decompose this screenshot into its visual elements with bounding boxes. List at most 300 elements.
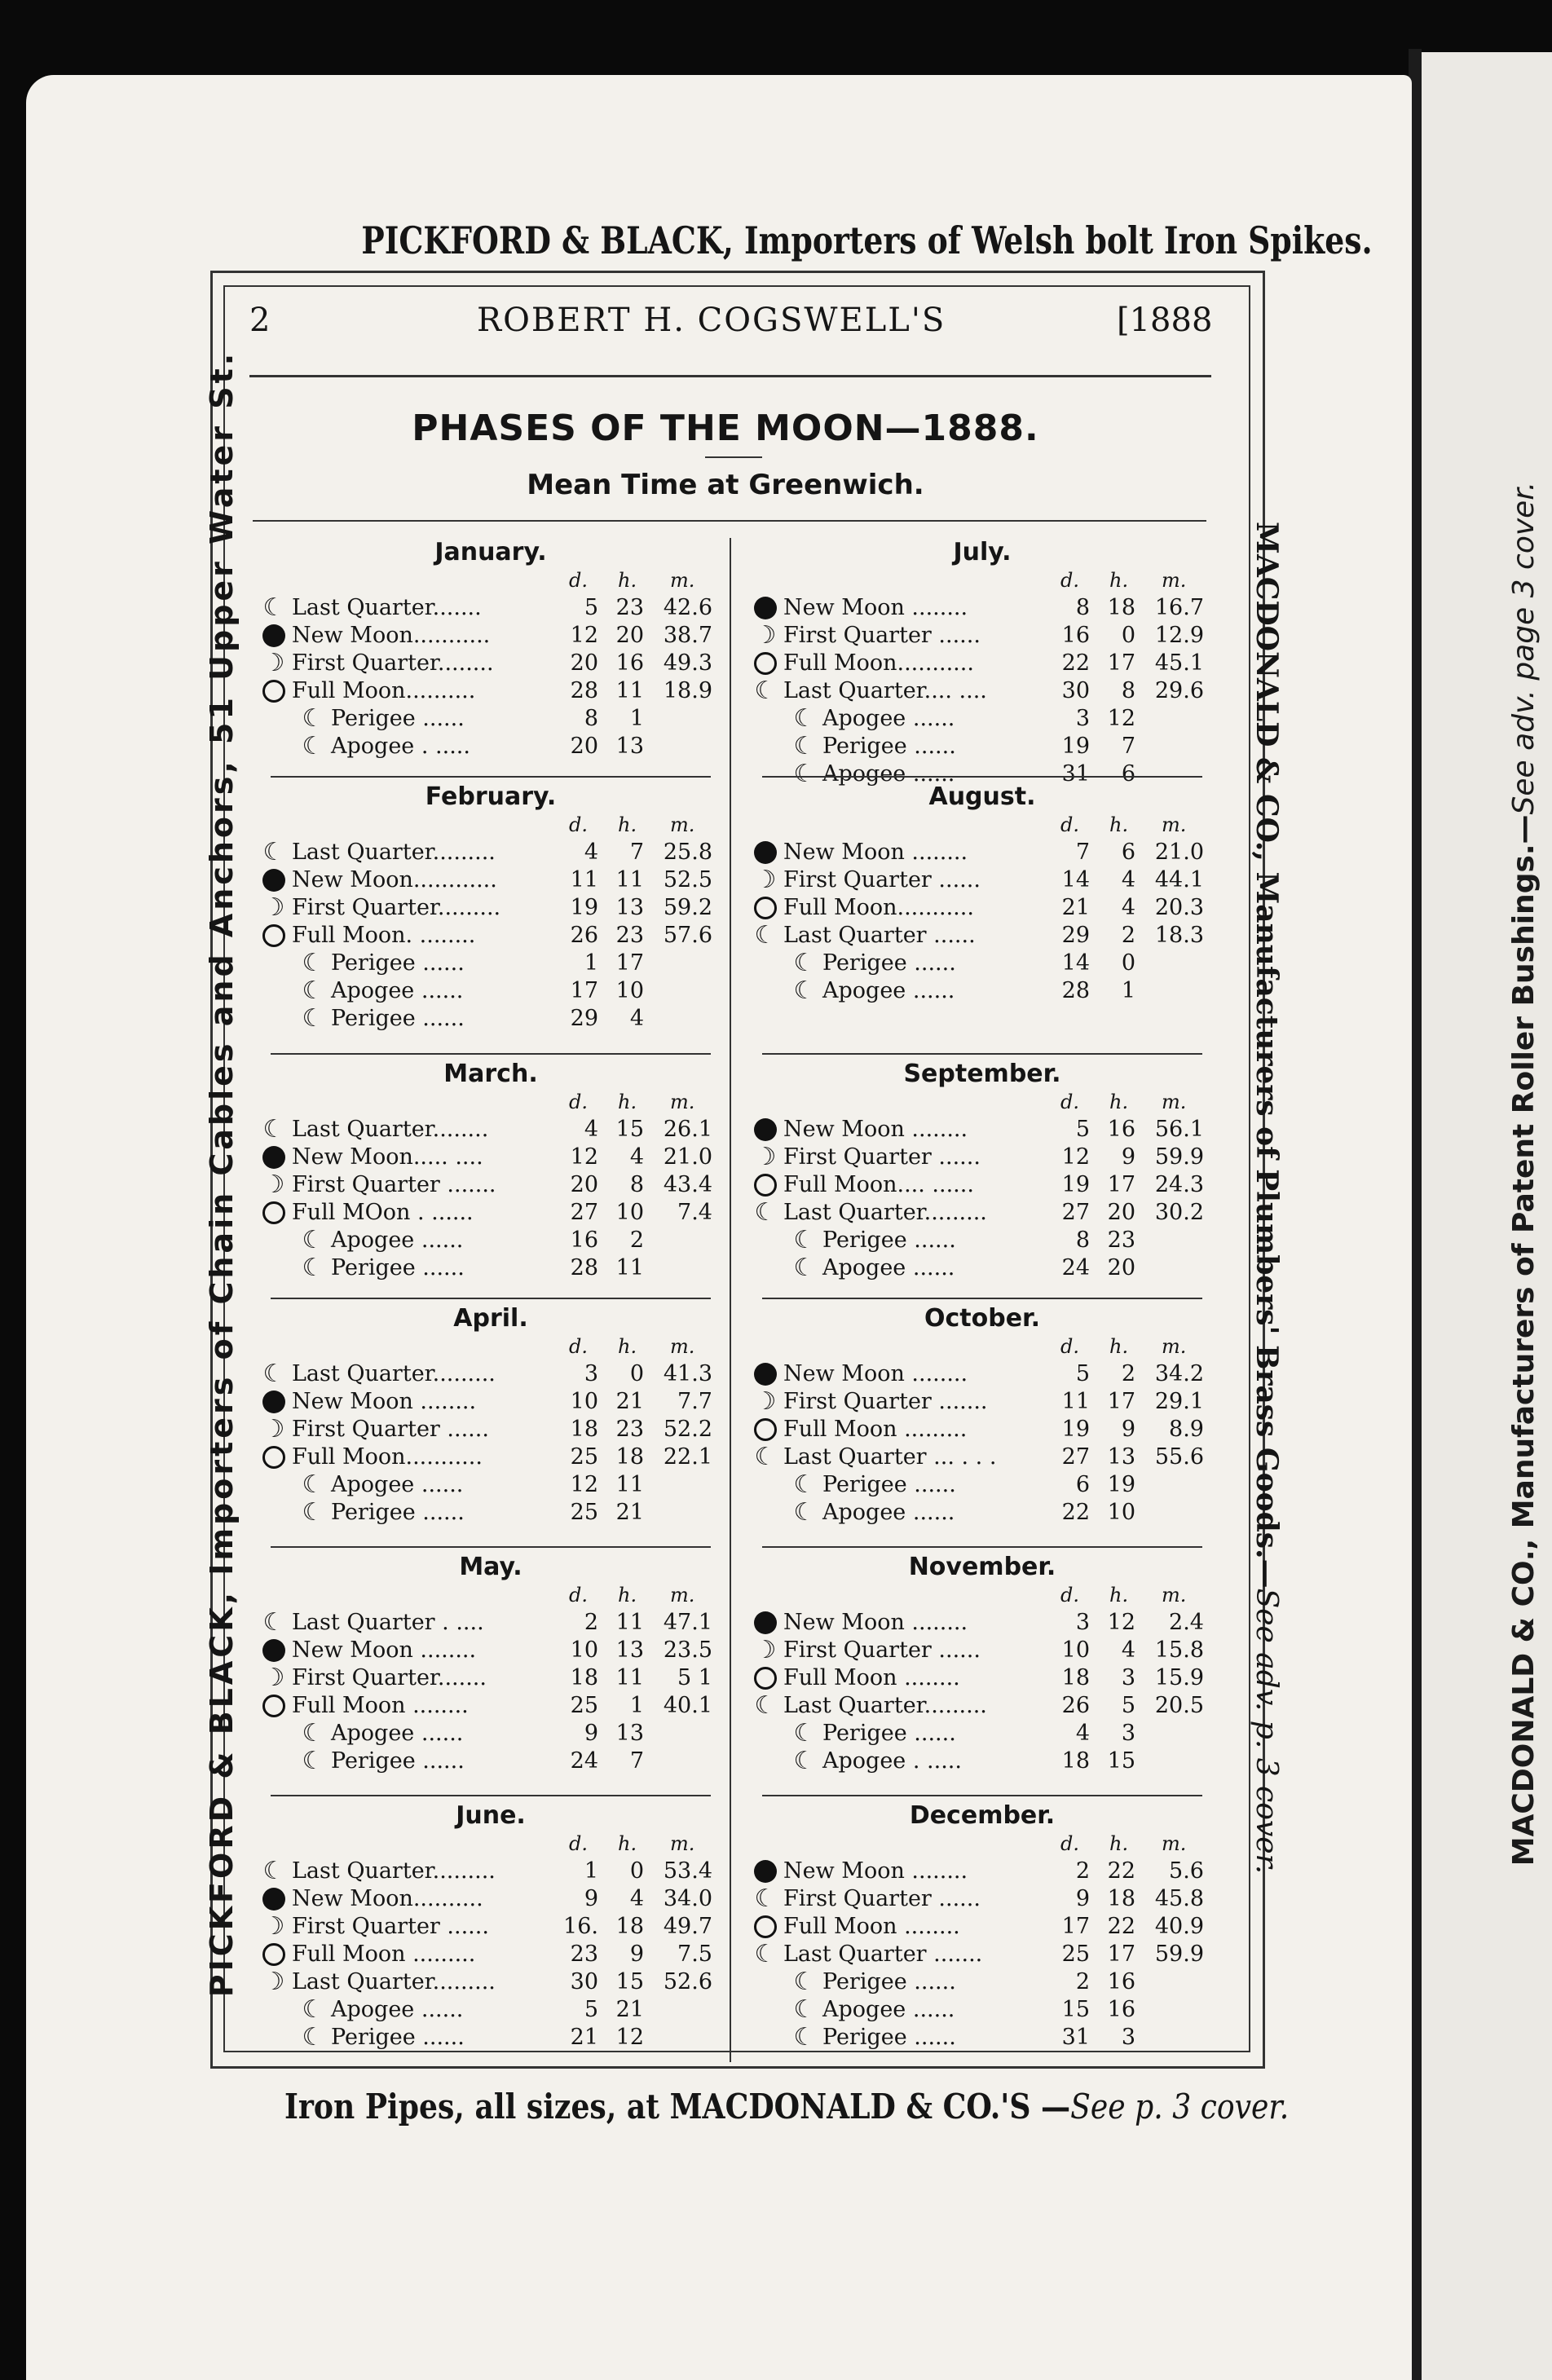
month-divider xyxy=(271,1298,711,1299)
moon-event-row xyxy=(262,1858,719,1886)
unit-label-d: d. xyxy=(1060,569,1079,592)
event-h-value: 5 xyxy=(1121,1693,1135,1718)
event-d-value: 19 xyxy=(1061,1172,1090,1197)
event-m-value: 15.8 xyxy=(1154,1637,1204,1663)
unit-label-m: m. xyxy=(670,1091,695,1113)
event-m-value: 2.4 xyxy=(1169,1610,1204,1635)
full-moon-icon xyxy=(754,1174,777,1197)
event-label: Apogee . ..... xyxy=(331,734,470,759)
event-label: New Moon ........ xyxy=(292,1389,477,1414)
event-d-value: 20 xyxy=(570,650,598,676)
event-label: Apogee ...... xyxy=(822,1500,955,1525)
moon-event-row xyxy=(754,1255,1210,1283)
event-label: New Moon............ xyxy=(292,867,497,892)
event-m-value: 34.0 xyxy=(663,1886,712,1911)
unit-label-m: m. xyxy=(1162,1091,1187,1113)
event-h-value: 21 xyxy=(615,1389,644,1414)
event-d-value: 9 xyxy=(584,1721,598,1746)
event-d-value: 3 xyxy=(584,1361,598,1386)
new-moon-icon xyxy=(262,624,285,647)
unit-label-d: d. xyxy=(569,1584,588,1606)
event-h-value: 4 xyxy=(629,1144,644,1170)
event-d-value: 17 xyxy=(570,978,598,1003)
event-h-value: 4 xyxy=(629,1886,644,1911)
moon-event-row xyxy=(262,1117,719,1144)
event-label: Perigee ...... xyxy=(331,2025,465,2050)
last-quarter-icon: ☾ xyxy=(302,1470,324,1499)
moon-event-row xyxy=(754,1748,1210,1776)
event-d-value: 10 xyxy=(570,1637,598,1663)
event-h-value: 4 xyxy=(1121,895,1135,920)
event-label: New Moon ........ xyxy=(783,1858,968,1884)
event-label: New Moon........... xyxy=(292,623,491,648)
event-h-value: 11 xyxy=(615,1472,644,1497)
event-label: Last Quarter........ xyxy=(292,1117,489,1142)
event-d-value: 8 xyxy=(1075,1227,1090,1253)
last-quarter-icon: ☾ xyxy=(262,1857,285,1885)
event-label: Perigee ...... xyxy=(331,950,465,976)
last-quarter-icon: ☾ xyxy=(754,677,777,705)
page-number: 2 xyxy=(249,302,271,339)
event-m-value: 5 1 xyxy=(677,1665,712,1690)
moon-event-row xyxy=(262,1006,719,1034)
event-h-value: 7 xyxy=(629,1748,644,1774)
unit-label-h: h. xyxy=(618,569,637,592)
moon-event-row xyxy=(754,1914,1210,1941)
event-label: Apogee . ..... xyxy=(822,1748,962,1774)
moon-event-row xyxy=(262,923,719,950)
page-title: PHASES OF THE MOON—1888. xyxy=(412,408,1039,449)
last-quarter-icon: ☾ xyxy=(262,1115,285,1144)
event-m-value: 12.9 xyxy=(1154,623,1204,648)
unit-label-d: d. xyxy=(569,1832,588,1855)
event-d-value: 16 xyxy=(1061,623,1090,648)
event-label: Last Quarter......... xyxy=(292,1858,496,1884)
moon-event-row xyxy=(754,1610,1210,1637)
event-h-value: 7 xyxy=(629,840,644,865)
event-h-value: 3 xyxy=(1121,1721,1135,1746)
full-moon-icon xyxy=(262,1446,285,1469)
header-rule xyxy=(249,375,1211,377)
unit-label-h: h. xyxy=(618,813,637,836)
column-divider xyxy=(730,538,731,2062)
event-label: Apogee ...... xyxy=(822,706,955,731)
event-d-value: 1 xyxy=(584,1858,598,1884)
event-d-value: 27 xyxy=(1061,1444,1090,1470)
last-quarter-icon: ☾ xyxy=(302,1747,324,1775)
last-quarter-icon: ☾ xyxy=(302,1498,324,1527)
unit-label-d: d. xyxy=(569,1335,588,1358)
event-m-value: 57.6 xyxy=(663,923,712,948)
moon-event-row xyxy=(262,1417,719,1444)
event-h-value: 18 xyxy=(615,1914,644,1939)
subtitle-rule xyxy=(253,520,1206,522)
moon-event-row xyxy=(754,734,1210,761)
moon-event-row xyxy=(262,1255,719,1283)
event-m-value: 52.5 xyxy=(663,867,712,892)
unit-label-h: h. xyxy=(1109,569,1129,592)
event-h-value: 18 xyxy=(1107,1886,1135,1911)
full-moon-icon xyxy=(262,1943,285,1966)
last-quarter-icon: ☾ xyxy=(302,976,324,1005)
event-h-value: 6 xyxy=(1121,840,1135,865)
event-h-value: 17 xyxy=(1107,1172,1135,1197)
event-m-value: 20.3 xyxy=(1154,895,1204,920)
event-d-value: 18 xyxy=(1061,1748,1090,1774)
event-h-value: 4 xyxy=(629,1006,644,1031)
running-title: ROBERT H. COGSWELL'S xyxy=(477,302,946,339)
event-label: New Moon ........ xyxy=(783,840,968,865)
moon-event-row xyxy=(262,840,719,867)
unit-label-h: h. xyxy=(618,1091,637,1113)
last-quarter-icon: ☾ xyxy=(262,1360,285,1388)
unit-label-m: m. xyxy=(1162,1832,1187,1855)
event-label: Perigee ...... xyxy=(822,734,956,759)
event-m-value: 7.5 xyxy=(677,1941,712,1967)
moon-event-row xyxy=(262,1748,719,1776)
event-label: Full Moon........... xyxy=(783,650,974,676)
moon-event-row xyxy=(262,1444,719,1472)
first-quarter-icon: ☽ xyxy=(262,1664,285,1692)
event-d-value: 22 xyxy=(1061,1500,1090,1525)
moon-event-row xyxy=(754,623,1210,650)
event-h-value: 3 xyxy=(1121,1665,1135,1690)
event-h-value: 10 xyxy=(615,1200,644,1225)
moon-event-row xyxy=(262,623,719,650)
event-h-value: 21 xyxy=(615,1997,644,2022)
last-quarter-icon: ☾ xyxy=(793,1470,816,1499)
event-label: New Moon..... .... xyxy=(292,1144,483,1170)
unit-label-m: m. xyxy=(1162,1335,1187,1358)
moon-event-row xyxy=(262,1500,719,1527)
last-quarter-icon: ☾ xyxy=(302,1995,324,2024)
moon-event-row xyxy=(754,1858,1210,1886)
event-m-value: 56.1 xyxy=(1154,1117,1204,1142)
moon-event-row xyxy=(262,950,719,978)
month-name: January. xyxy=(434,538,547,566)
last-quarter-icon: ☾ xyxy=(793,1968,816,1996)
event-d-value: 6 xyxy=(1075,1472,1090,1497)
moon-event-row xyxy=(262,1472,719,1500)
first-quarter-icon: ☽ xyxy=(754,1636,777,1664)
event-d-value: 8 xyxy=(584,706,598,731)
right-side-advertisement xyxy=(1242,522,1291,1875)
event-m-value: 45.1 xyxy=(1154,650,1204,676)
full-moon-icon xyxy=(262,1201,285,1224)
month-divider xyxy=(271,1053,711,1055)
last-quarter-icon: ☾ xyxy=(754,1884,777,1913)
event-m-value: 47.1 xyxy=(663,1610,712,1635)
last-quarter-icon: ☾ xyxy=(302,1226,324,1254)
event-h-value: 20 xyxy=(615,623,644,648)
event-h-value: 8 xyxy=(629,1172,644,1197)
month-divider xyxy=(762,1795,1202,1796)
month-divider xyxy=(271,1546,711,1548)
moon-event-row xyxy=(262,1227,719,1255)
moon-event-row xyxy=(754,1172,1210,1200)
event-label: Last Quarter ... . . . xyxy=(783,1444,997,1470)
last-quarter-icon: ☾ xyxy=(754,1443,777,1471)
event-h-value: 13 xyxy=(615,895,644,920)
event-m-value: 29.6 xyxy=(1154,678,1204,703)
moon-event-row xyxy=(754,650,1210,678)
moon-event-row xyxy=(754,1637,1210,1665)
event-label: Apogee ...... xyxy=(822,761,955,787)
last-quarter-icon: ☾ xyxy=(754,921,777,950)
event-m-value: 53.4 xyxy=(663,1858,712,1884)
moon-event-row xyxy=(754,706,1210,734)
last-quarter-icon: ☾ xyxy=(262,838,285,866)
moon-event-row xyxy=(754,1941,1210,1969)
moon-event-row xyxy=(754,1361,1210,1389)
event-label: Full Moon ......... xyxy=(292,1941,476,1967)
month-divider xyxy=(762,1298,1202,1299)
last-quarter-icon: ☾ xyxy=(793,1719,816,1748)
new-moon-icon xyxy=(262,1888,285,1911)
event-m-value: 49.7 xyxy=(663,1914,712,1939)
last-quarter-icon: ☾ xyxy=(754,1198,777,1227)
month-name: April. xyxy=(453,1304,528,1333)
event-label: Perigee ...... xyxy=(331,706,465,731)
event-label: First Quarter......... xyxy=(292,895,501,920)
event-h-value: 6 xyxy=(1121,761,1135,787)
moon-event-row xyxy=(754,1721,1210,1748)
event-m-value: 20.5 xyxy=(1154,1693,1204,1718)
event-m-value: 34.2 xyxy=(1154,1361,1204,1386)
last-quarter-icon: ☾ xyxy=(793,760,816,788)
moon-event-row xyxy=(754,2025,1210,2052)
event-m-value: 43.4 xyxy=(663,1172,712,1197)
event-h-value: 18 xyxy=(615,1444,644,1470)
event-label: Apogee ...... xyxy=(331,1472,464,1497)
event-label: Perigee ...... xyxy=(822,1227,956,1253)
event-h-value: 0 xyxy=(1121,950,1135,976)
event-d-value: 28 xyxy=(570,678,598,703)
event-h-value: 11 xyxy=(615,867,644,892)
event-label: Apogee ...... xyxy=(331,1997,464,2022)
event-label: Perigee ...... xyxy=(822,1969,956,1994)
first-quarter-icon: ☽ xyxy=(754,621,777,650)
event-h-value: 22 xyxy=(1107,1914,1135,1939)
last-quarter-icon: ☾ xyxy=(793,1254,816,1282)
event-m-value: 18.9 xyxy=(663,678,712,703)
event-d-value: 28 xyxy=(570,1255,598,1280)
event-h-value: 20 xyxy=(1107,1255,1135,1280)
event-label: Perigee ...... xyxy=(822,2025,956,2050)
event-h-value: 2 xyxy=(1121,923,1135,948)
event-h-value: 1 xyxy=(629,706,644,731)
event-h-value: 11 xyxy=(615,1610,644,1635)
moon-event-row xyxy=(262,1172,719,1200)
event-h-value: 15 xyxy=(1107,1748,1135,1774)
month-name: November. xyxy=(908,1553,1056,1581)
unit-label-h: h. xyxy=(618,1335,637,1358)
event-d-value: 12 xyxy=(570,623,598,648)
event-m-value: 42.6 xyxy=(663,595,712,620)
month-divider xyxy=(762,1546,1202,1548)
unit-label-m: m. xyxy=(1162,569,1187,592)
event-label: Full Moon........... xyxy=(783,895,974,920)
event-d-value: 20 xyxy=(570,734,598,759)
event-d-value: 4 xyxy=(584,1117,598,1142)
last-quarter-icon: ☾ xyxy=(793,732,816,760)
event-d-value: 14 xyxy=(1061,867,1090,892)
last-quarter-icon: ☾ xyxy=(793,949,816,977)
event-m-value: 40.1 xyxy=(663,1693,712,1718)
event-d-value: 25 xyxy=(570,1444,598,1470)
event-h-value: 18 xyxy=(1107,595,1135,620)
moon-event-row xyxy=(262,1969,719,1997)
event-d-value: 16 xyxy=(570,1227,598,1253)
event-d-value: 30 xyxy=(570,1969,598,1994)
event-d-value: 4 xyxy=(1075,1721,1090,1746)
event-label: Last Quarter......... xyxy=(292,840,496,865)
event-d-value: 14 xyxy=(1061,950,1090,976)
new-moon-icon xyxy=(754,597,777,619)
last-quarter-icon: ☾ xyxy=(302,2023,324,2052)
event-label: Apogee ...... xyxy=(331,978,464,1003)
event-h-value: 20 xyxy=(1107,1200,1135,1225)
event-label: Perigee ...... xyxy=(331,1006,465,1031)
unit-label-m: m. xyxy=(670,1584,695,1606)
last-quarter-icon: ☾ xyxy=(302,704,324,733)
event-d-value: 10 xyxy=(1061,1637,1090,1663)
moon-event-row xyxy=(262,595,719,623)
event-d-value: 26 xyxy=(1061,1693,1090,1718)
event-m-value: 24.3 xyxy=(1154,1172,1204,1197)
event-label: New Moon ........ xyxy=(783,1361,968,1386)
bottom-advertisement xyxy=(284,2087,1290,2127)
event-d-value: 10 xyxy=(570,1389,598,1414)
event-m-value: 7.4 xyxy=(677,1200,712,1225)
full-moon-icon xyxy=(754,652,777,675)
unit-label-h: h. xyxy=(1109,1832,1129,1855)
event-label: Last Quarter......... xyxy=(783,1200,987,1225)
event-h-value: 19 xyxy=(1107,1472,1135,1497)
event-h-value: 16 xyxy=(615,650,644,676)
last-quarter-icon: ☾ xyxy=(302,1004,324,1033)
moon-event-row xyxy=(262,1389,719,1417)
event-d-value: 18 xyxy=(570,1417,598,1442)
event-d-value: 20 xyxy=(570,1172,598,1197)
event-d-value: 5 xyxy=(584,595,598,620)
event-h-value: 17 xyxy=(1107,650,1135,676)
event-d-value: 19 xyxy=(1061,1417,1090,1442)
first-quarter-icon: ☽ xyxy=(262,893,285,922)
month-divider xyxy=(271,776,711,778)
month-name: February. xyxy=(425,782,557,811)
event-h-value: 1 xyxy=(629,1693,644,1718)
event-d-value: 17 xyxy=(1061,1914,1090,1939)
last-quarter-icon: ☾ xyxy=(262,1608,285,1637)
event-h-value: 23 xyxy=(1107,1227,1135,1253)
event-label: Apogee ...... xyxy=(331,1721,464,1746)
event-h-value: 8 xyxy=(1121,678,1135,703)
last-quarter-icon: ☾ xyxy=(262,593,285,622)
first-quarter-icon: ☽ xyxy=(754,1387,777,1416)
month-name: March. xyxy=(443,1060,538,1088)
event-d-value: 9 xyxy=(1075,1886,1090,1911)
new-moon-icon xyxy=(262,869,285,892)
event-label: First Quarter........ xyxy=(292,650,494,676)
moon-event-row xyxy=(754,1997,1210,2025)
moon-event-row xyxy=(262,1144,719,1172)
moon-event-row xyxy=(754,1886,1210,1914)
event-label: First Quarter ....... xyxy=(783,1389,988,1414)
running-year: [1888 xyxy=(1117,302,1213,339)
event-h-value: 17 xyxy=(615,950,644,976)
event-label: New Moon ........ xyxy=(783,595,968,620)
event-d-value: 21 xyxy=(570,2025,598,2050)
full-moon-icon xyxy=(262,924,285,947)
moon-event-row xyxy=(262,2025,719,2052)
event-d-value: 15 xyxy=(1061,1997,1090,2022)
event-d-value: 24 xyxy=(570,1748,598,1774)
moon-event-row xyxy=(754,923,1210,950)
last-quarter-icon: ☾ xyxy=(793,976,816,1005)
event-label: Last Quarter......... xyxy=(783,1693,987,1718)
event-m-value: 40.9 xyxy=(1154,1914,1204,1939)
event-d-value: 8 xyxy=(1075,595,1090,620)
moon-event-row xyxy=(754,678,1210,706)
event-m-value: 38.7 xyxy=(663,623,712,648)
moon-event-row xyxy=(262,650,719,678)
unit-label-h: h. xyxy=(618,1584,637,1606)
unit-label-h: h. xyxy=(1109,1335,1129,1358)
moon-event-row xyxy=(262,1610,719,1637)
event-h-value: 12 xyxy=(1107,1610,1135,1635)
event-label: Perigee ...... xyxy=(822,950,956,976)
moon-event-row xyxy=(754,978,1210,1006)
event-m-value: 55.6 xyxy=(1154,1444,1204,1470)
event-d-value: 21 xyxy=(1061,895,1090,920)
event-m-value: 8.9 xyxy=(1169,1417,1204,1442)
moon-event-row xyxy=(754,1665,1210,1693)
next-page-ad-ref: See adv. page 3 cover. xyxy=(1507,481,1541,815)
moon-event-row xyxy=(754,1389,1210,1417)
event-h-value: 7 xyxy=(1121,734,1135,759)
event-label: Last Quarter......... xyxy=(292,1969,496,1994)
event-h-value: 21 xyxy=(615,1500,644,1525)
moon-event-row xyxy=(754,1200,1210,1227)
event-h-value: 23 xyxy=(615,1417,644,1442)
event-h-value: 9 xyxy=(1121,1144,1135,1170)
event-m-value: 18.3 xyxy=(1154,923,1204,948)
event-label: Last Quarter ...... xyxy=(783,923,976,948)
event-d-value: 2 xyxy=(1075,1858,1090,1884)
event-label: Full Moon ......... xyxy=(783,1417,968,1442)
event-label: Last Quarter . .... xyxy=(292,1610,484,1635)
event-d-value: 1 xyxy=(584,950,598,976)
event-m-value: 52.6 xyxy=(663,1969,712,1994)
event-m-value: 41.3 xyxy=(663,1361,712,1386)
event-label: Perigee ...... xyxy=(331,1500,465,1525)
full-moon-icon xyxy=(754,1667,777,1690)
last-quarter-icon: ☾ xyxy=(754,1691,777,1720)
moon-event-row xyxy=(262,1200,719,1227)
event-d-value: 23 xyxy=(570,1941,598,1967)
last-quarter-icon: ☾ xyxy=(302,1254,324,1282)
last-quarter-icon: ☾ xyxy=(793,704,816,733)
moon-event-row xyxy=(754,895,1210,923)
unit-label-h: h. xyxy=(1109,1584,1129,1606)
left-side-advertisement: PICKFORD & BLACK, Importers of Chain Cables and Anchors, 51 Upper Water St. xyxy=(204,350,240,1998)
event-m-value: 7.7 xyxy=(677,1389,712,1414)
month-name: July. xyxy=(953,538,1012,566)
event-label: Apogee ...... xyxy=(822,1255,955,1280)
event-label: Last Quarter ....... xyxy=(783,1941,983,1967)
event-d-value: 24 xyxy=(1061,1255,1090,1280)
